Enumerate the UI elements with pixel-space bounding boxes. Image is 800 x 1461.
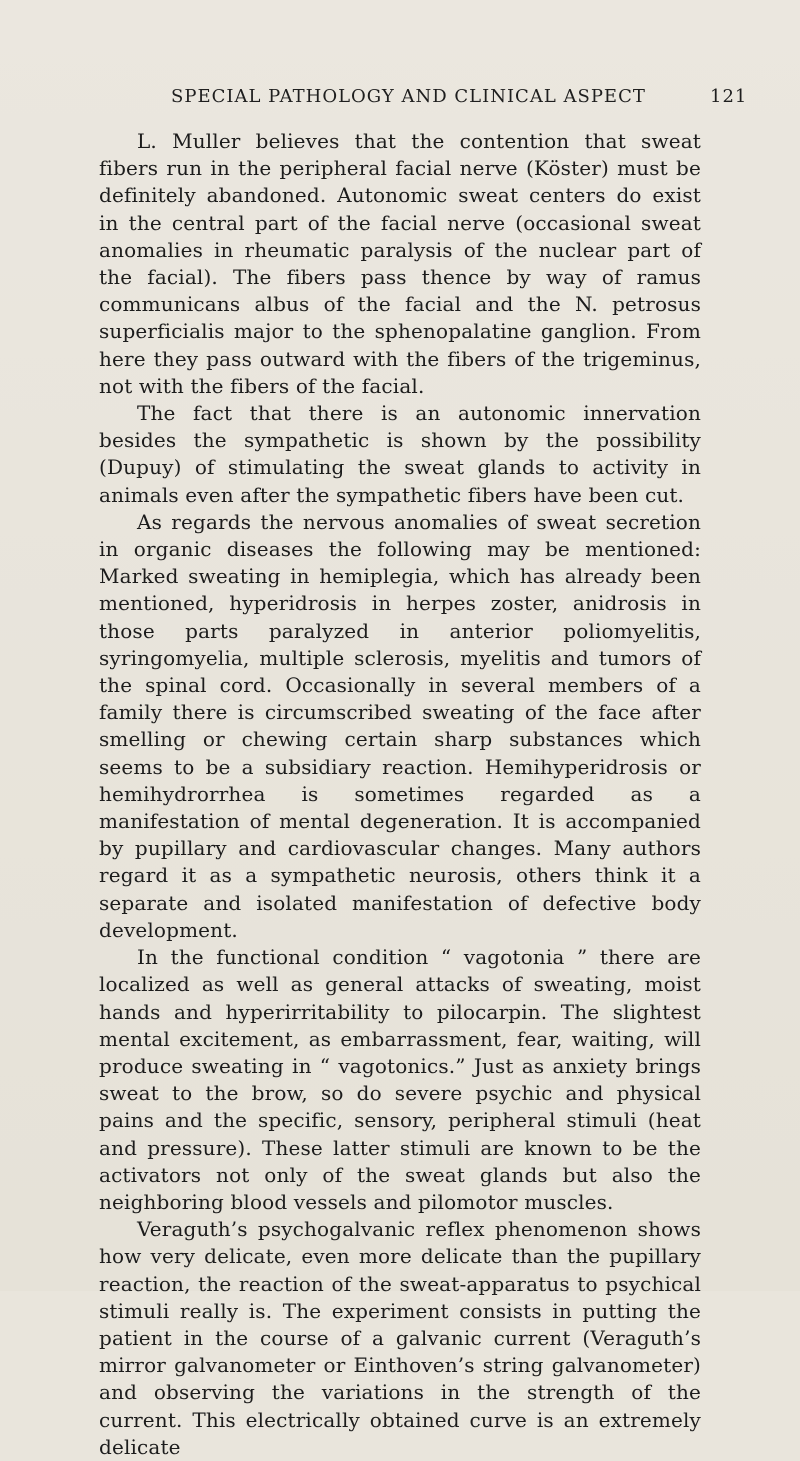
paragraph: The fact that there is an autonomic innervation besides the sympathetic is shown by the possibility (Dupuy) of stimulating the sweat glands to activity in animals even after the sympathetic fibers have been cut. [99,401,701,507]
page-number: 121 [710,86,748,107]
paragraph: L. Muller believes that the contention that sweat fibers run in the peripheral facial nerve (Köster) must be definitely abandoned. Autonomic sweat centers do exist in the central part of the facial nerve (occasional sweat anomalies in rheumatic paralysis of the nuclear part of the facial). The fibers pass thence by way of ramus communicans albus of the facial and the N. petrosus superficialis major to the sphenopalatine ganglion. From here they pass outward with the fibers of the trigeminus, not with the fibers of the facial. [99,129,701,398]
running-title: SPECIAL PATHOLOGY AND CLINICAL ASPECT [171,86,646,107]
paragraph: In the functional condition “ vagotonia ” there are localized as well as general attacks of sweating, moist hands and hyperirritability to pilocarpin. The slightest mental excitement, as embarrassment, fear, waiting, will produce sweating in “ vagotonics.” Just as anxiety brings sweat to the brow, so do severe psychic and physical pains and the specific, sensory, peripheral stimuli (heat and pressure). These latter stimuli are known to be the activators not only of the sweat glands but also the neighboring blood vessels and pilomotor muscles. [99,945,701,1214]
paragraph: As regards the nervous anomalies of sweat secretion in organic diseases the following may be mentioned: Marked sweating in hemiplegia, which has already been mentioned, hyperidrosis in herpes zoster, anidrosis in those parts paralyzed in anterior poliomyelitis, syringomyelia, multiple sclerosis, myelitis and tumors of the spinal cord. Occasionally in several members of a family there is circumscribed sweating of the face after smelling or chewing certain sharp substances which seems to be a subsidiary reaction. Hemihyperidrosis or hemihydrorrhea is sometimes regarded as a manifestation of mental degeneration. It is accompanied by pupillary and cardiovascular changes. Many authors regard it as a sympathetic neurosis, others think it a separate and isolated manifestation of defective body development. [99,509,701,942]
body-text [99,128,701,1461]
paragraph: Veraguth’s psychogalvanic reflex phenomenon shows how very delicate, even more delicate than the pupillary reaction, the reaction of the sweat-apparatus to psychical stimuli really is. The experiment consists in putting the patient in the course of a galvanic current (Veraguth’s mirror galvanometer or Einthoven’s string galvanometer) and observing the variations in the strength of the current. This electrically obtained curve is an extremely delicate [99,1217,701,1459]
